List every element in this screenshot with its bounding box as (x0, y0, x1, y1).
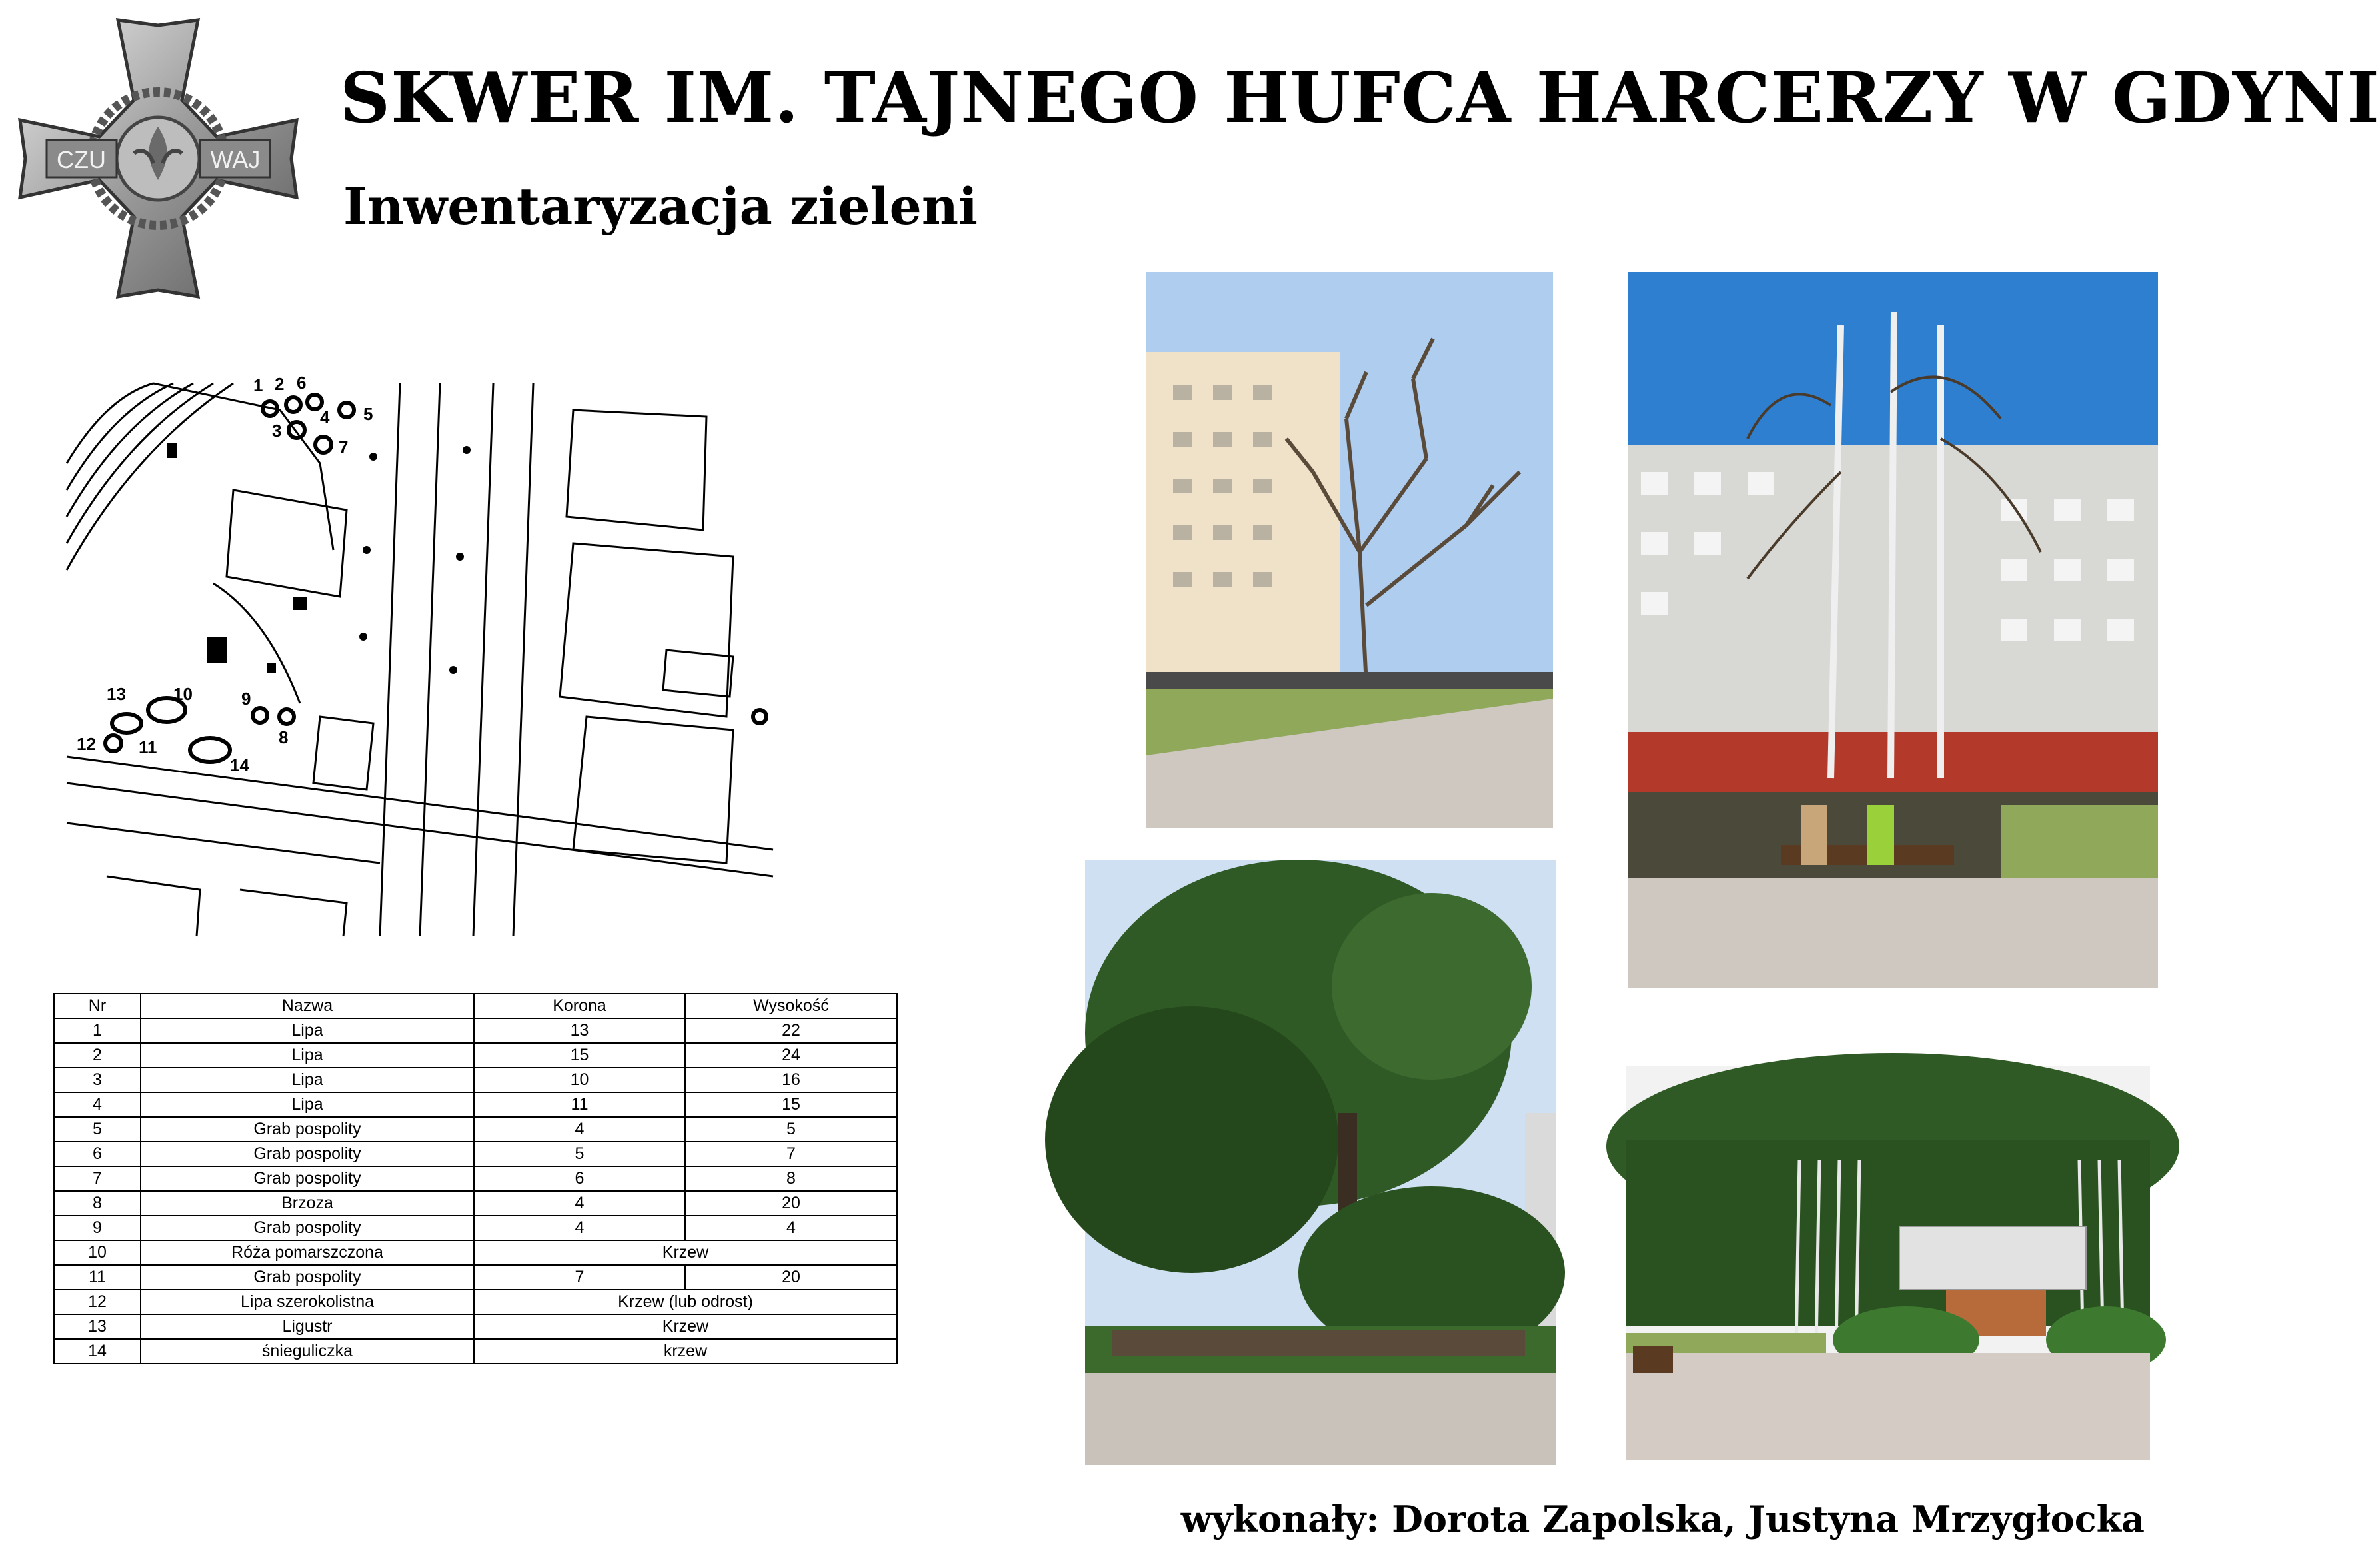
cell-nazwa: Lipa (141, 1018, 474, 1043)
table-row (54, 1191, 897, 1216)
cell-nr: 6 (54, 1142, 141, 1166)
cell-nazwa: Lipa (141, 1092, 474, 1117)
cell-nr: 13 (54, 1314, 141, 1339)
table-row (54, 1265, 897, 1290)
cell-nr: 10 (54, 1240, 141, 1265)
table-row (54, 1166, 897, 1191)
cell-wysokosc: 4 (685, 1216, 897, 1240)
table-row (54, 1117, 897, 1142)
survey-map (67, 373, 773, 936)
credits-authors: wykonały: Dorota Zapolska, Justyna Mrzygłocka (1180, 1498, 2145, 1540)
map-label: 11 (139, 737, 157, 757)
map-label: 9 (241, 689, 251, 709)
photo-summer-tree (1085, 860, 1556, 1465)
cell-wysokosc: 8 (685, 1166, 897, 1191)
cell-nazwa: Róża pomarszczona (141, 1240, 474, 1265)
cell-nr: 1 (54, 1018, 141, 1043)
cell-nazwa: Lipa (141, 1068, 474, 1092)
cell-wysokosc: 20 (685, 1265, 897, 1290)
page-title: SKWER IM. TAJNEGO HUFCA HARCERZY W GDYNI (340, 57, 2380, 139)
map-label: 13 (107, 684, 126, 704)
map-label: 12 (77, 734, 96, 754)
table-row (54, 1068, 897, 1092)
cell-merged-note: krzew (474, 1339, 897, 1364)
cell-wysokosc: 24 (685, 1043, 897, 1068)
cell-wysokosc: 15 (685, 1092, 897, 1117)
cell-korona: 11 (474, 1092, 685, 1117)
cell-merged-note: Krzew (474, 1314, 897, 1339)
cell-korona: 4 (474, 1216, 685, 1240)
scout-cross-logo (17, 20, 300, 297)
cell-korona: 7 (474, 1265, 685, 1290)
table-row (54, 1142, 897, 1166)
cell-nr: 2 (54, 1043, 141, 1068)
map-label: 10 (173, 684, 193, 704)
cell-nr: 5 (54, 1117, 141, 1142)
column-header-wysokosc: Wysokość (685, 994, 897, 1018)
page-subtitle: Inwentaryzacja zieleni (343, 177, 978, 236)
table-row (54, 1240, 897, 1265)
cell-nr: 12 (54, 1290, 141, 1314)
column-header-nr: Nr (54, 994, 141, 1018)
map-label: 14 (230, 755, 249, 775)
cell-merged-note: Krzew (lub odrost) (474, 1290, 897, 1314)
map-label: 8 (279, 727, 289, 747)
cell-nr: 7 (54, 1166, 141, 1191)
cell-korona: 10 (474, 1068, 685, 1092)
table-row (54, 1018, 897, 1043)
logo-motto-right: WAJ (210, 146, 261, 173)
cell-nazwa: Lipa szerokolistna (141, 1290, 474, 1314)
map-label: 7 (339, 437, 349, 457)
cell-wysokosc: 22 (685, 1018, 897, 1043)
table-row (54, 1290, 897, 1314)
cell-nr: 3 (54, 1068, 141, 1092)
cell-nazwa: Lipa (141, 1043, 474, 1068)
map-label: 6 (297, 373, 307, 393)
table-row (54, 1314, 897, 1339)
cell-nr: 9 (54, 1216, 141, 1240)
cell-korona: 15 (474, 1043, 685, 1068)
cell-merged-note: Krzew (474, 1240, 897, 1265)
map-label: 3 (272, 421, 282, 441)
cell-korona: 4 (474, 1191, 685, 1216)
cell-nazwa: Brzoza (141, 1191, 474, 1216)
cell-nazwa: Grab pospolity (141, 1216, 474, 1240)
cell-korona: 13 (474, 1018, 685, 1043)
map-label: 2 (275, 374, 285, 394)
map-label: 1 (253, 375, 263, 395)
cell-wysokosc: 20 (685, 1191, 897, 1216)
map-label: 5 (363, 404, 373, 424)
column-header-nazwa: Nazwa (141, 994, 474, 1018)
cell-nazwa: Ligustr (141, 1314, 474, 1339)
cell-korona: 5 (474, 1142, 685, 1166)
table-row (54, 1216, 897, 1240)
cell-nazwa: Grab pospolity (141, 1142, 474, 1166)
table-row (54, 1043, 897, 1068)
cell-korona: 6 (474, 1166, 685, 1191)
cell-wysokosc: 5 (685, 1117, 897, 1142)
table-row (54, 1339, 897, 1364)
cell-nr: 11 (54, 1265, 141, 1290)
table-header-row (54, 994, 897, 1018)
cell-wysokosc: 7 (685, 1142, 897, 1166)
tree-inventory-table (53, 993, 898, 1364)
photo-birches-bench (1628, 272, 2158, 988)
logo-motto-left: CZU (57, 146, 106, 173)
photo-monument-plaza (1626, 1066, 2150, 1460)
cell-nr: 8 (54, 1191, 141, 1216)
cell-nazwa: śnieguliczka (141, 1339, 474, 1364)
cell-nazwa: Grab pospolity (141, 1117, 474, 1142)
cell-nr: 14 (54, 1339, 141, 1364)
cell-nr: 4 (54, 1092, 141, 1117)
table-row (54, 1092, 897, 1117)
map-label: 4 (320, 407, 330, 427)
photo-bare-tree-building (1146, 272, 1553, 828)
cell-nazwa: Grab pospolity (141, 1265, 474, 1290)
cell-wysokosc: 16 (685, 1068, 897, 1092)
cell-korona: 4 (474, 1117, 685, 1142)
cell-nazwa: Grab pospolity (141, 1166, 474, 1191)
column-header-korona: Korona (474, 994, 685, 1018)
